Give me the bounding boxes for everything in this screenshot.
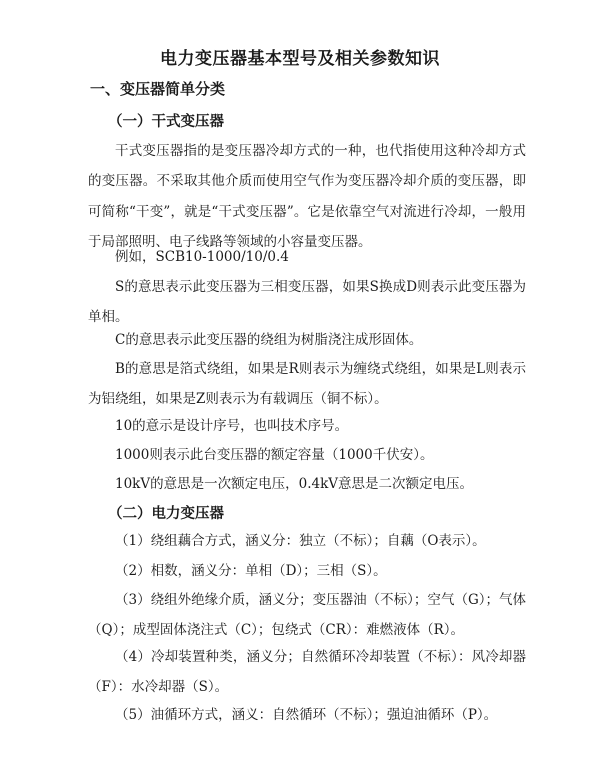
subsection-heading-power-transformer: （二）电力变压器 bbox=[108, 506, 224, 522]
section-heading-classification: 一、变压器简单分类 bbox=[90, 80, 226, 98]
paragraph-phase-number: （2）相数，涵义分：单相（D）；三相（S）。 bbox=[115, 563, 387, 579]
paragraph-design-number: 10的意示是设计序号，也叫技术序号。 bbox=[115, 418, 349, 434]
paragraph-c-meaning: C的意思表示此变压器的绕组为树脂浇注成形固体。 bbox=[115, 332, 423, 348]
paragraph-s-meaning: S的意思表示此变压器为三相变压器，如果S换成D则表示此变压器为单相。 bbox=[88, 279, 526, 326]
document-title: 电力变压器基本型号及相关参数知识 bbox=[160, 49, 440, 69]
paragraph-oil-circulation: （5）油循环方式，涵义：自然循环（不标）；强迫油循环（P）。 bbox=[115, 707, 498, 723]
paragraph-winding-coupling: （1）绕组藕合方式，涵义分：独立（不标）；自藕（O表示）。 bbox=[115, 533, 486, 549]
paragraph-insulation-medium: （3）绕组外绝缘介质，涵义分；变压器油（不标）；空气（G）；气体（Q）；成型固体浇注式（C）；包绕式（CR）：难燃液体（R）。 bbox=[88, 592, 526, 639]
subsection-heading-dry-transformer: （一）干式变压器 bbox=[108, 114, 224, 130]
paragraph-rated-voltage: 10kV的意思是一次额定电压，0.4kV意思是二次额定电压。 bbox=[115, 476, 474, 492]
paragraph-dry-definition: 干式变压器指的是变压器冷却方式的一种，也代指使用这种冷却方式的变压器。不采取其他介质而使用空气作为变压器冷却介质的变压器，即可简称“干变”，就是“干式变压器”。它是依靠空气对流进行冷却，一般用于局部照明、电子线路等领域的小容量变压器。 bbox=[88, 143, 526, 250]
paragraph-b-meaning: B的意思是箔式绕组，如果是R则表示为缠绕式绕组，如果是L则表示为铝绕组，如果是Z则表示为有载调压（铜不标）。 bbox=[88, 361, 526, 408]
paragraph-example-model: 例如，SCB10-1000/10/0.4 bbox=[115, 249, 289, 265]
paragraph-rated-capacity: 1000则表示此台变压器的额定容量（1000千伏安）。 bbox=[115, 447, 434, 463]
paragraph-cooling-device: （4）冷却装置种类，涵义分；自然循环冷却装置（不标）：风冷却器（F）：水冷却器（S）。 bbox=[88, 649, 526, 696]
